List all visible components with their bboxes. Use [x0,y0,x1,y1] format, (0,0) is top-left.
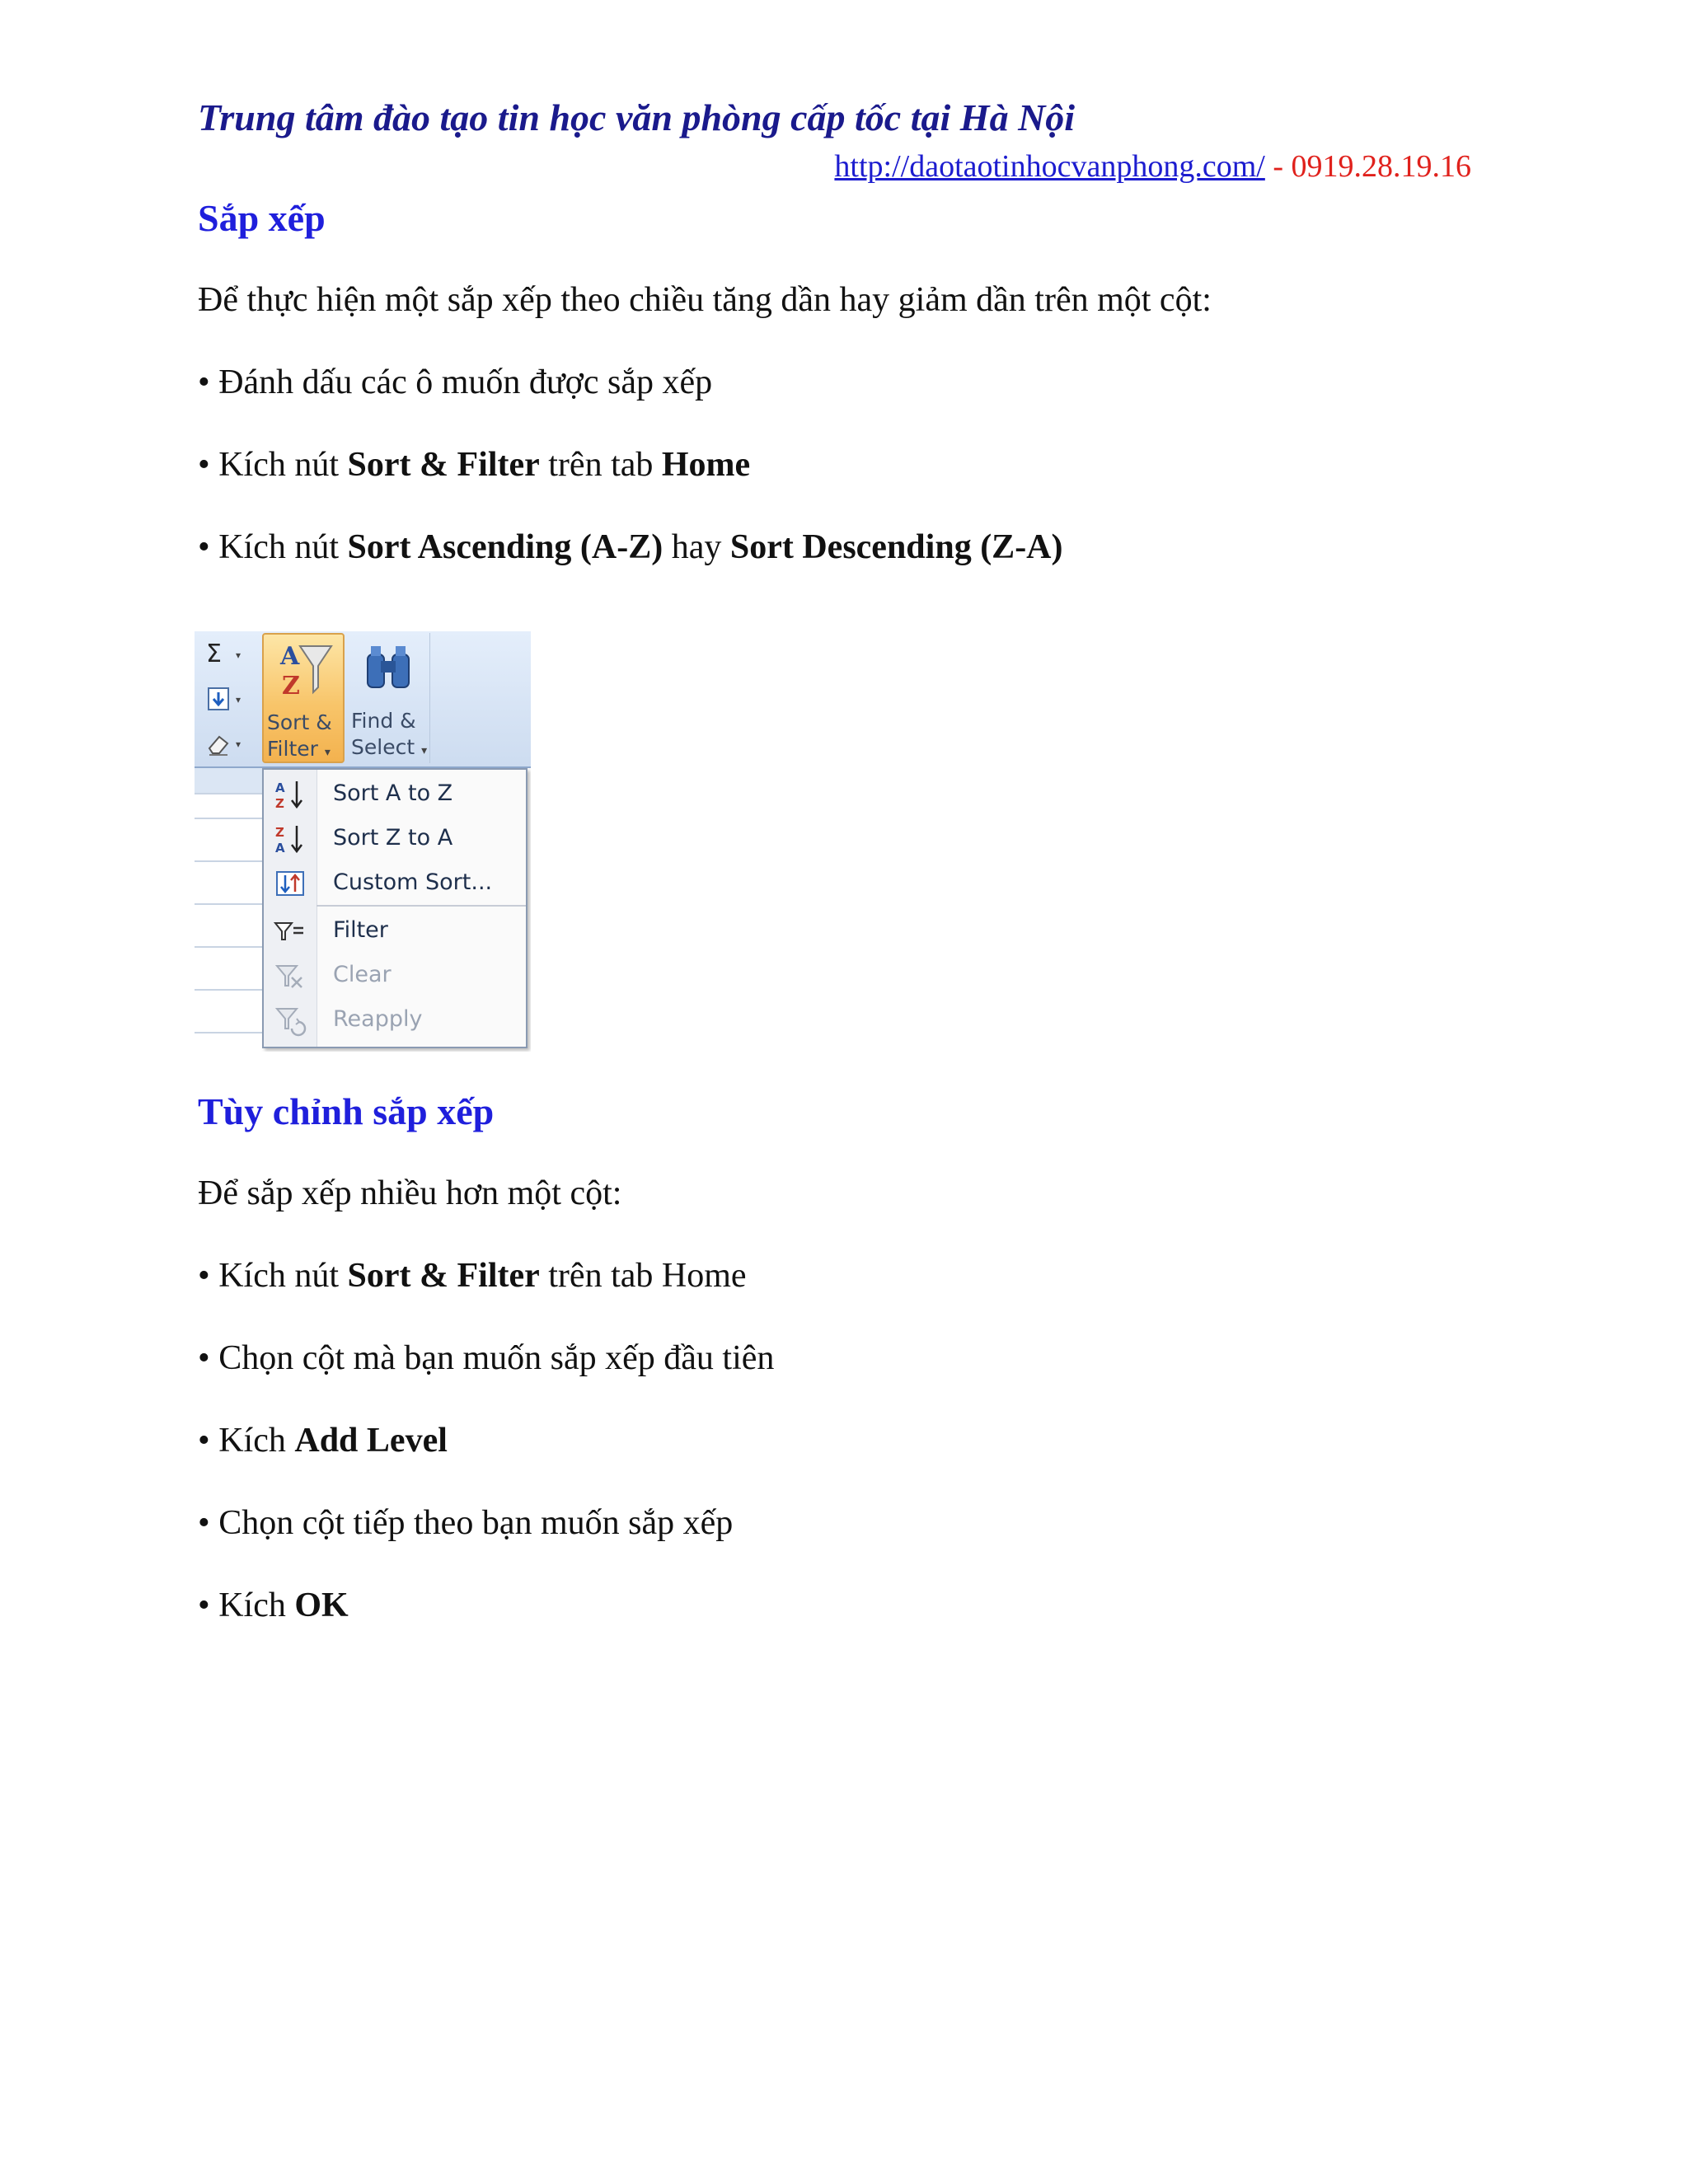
section1-intro: Để thực hiện một sắp xếp theo chiều tăng dần hay giảm dần trên một cột: [198,281,1212,319]
bullet-text: • Kích nút [198,1257,348,1295]
svg-text:A: A [275,780,285,795]
bullet-text: • Kích nút [198,528,348,566]
bullet-text: • Kích [198,1586,295,1624]
menu-item-label: Sort Z to A [333,825,453,851]
find-select-button[interactable] [348,633,430,763]
autosum-button[interactable] [201,638,251,674]
section2-intro: Để sắp xếp nhiều hơn một cột: [198,1174,622,1212]
fill-button[interactable] [201,682,251,719]
bullet-text: trên tab [539,446,662,484]
menu-item-filter[interactable] [264,910,526,951]
fill-down-icon [206,684,231,714]
grid-line [195,989,262,991]
section1-bullet-3 [198,527,1063,567]
bullet-text: • Kích nút [198,446,348,484]
sort-filter-label-line2 [267,737,345,762]
custom-sort-icon [274,867,307,900]
menu-item-label: Filter [333,917,388,943]
sort-filter-dropdown-menu [262,768,528,1048]
sort-z-to-a-icon [274,823,307,855]
section2-bullet-1 [198,1256,747,1296]
section1-bullet-2 [198,445,750,485]
bullet-bold-sort-filter: Sort & Filter [347,446,540,484]
menu-item-label: Clear [333,962,392,987]
section-title-custom-sort: Tùy chỉnh sắp xếp [198,1090,495,1132]
grid-line [195,1032,262,1033]
svg-text:Z: Z [275,796,284,811]
bullet-bold-ok: OK [294,1586,349,1624]
section1-bullet-1: • Đánh dấu các ô muốn được sắp xếp [198,363,713,401]
svg-text:A: A [275,841,285,855]
phone-number: 0919.28.19.16 [1291,149,1471,184]
bullet-text: hay [663,528,730,566]
reapply-filter-icon [274,1004,307,1037]
sort-filter-label-text: Filter [267,737,318,761]
find-select-label-line1: Find & [351,709,416,733]
menu-item-sort-z-to-a[interactable] [264,818,526,859]
section2-bullet-3 [198,1421,448,1460]
bullet-bold-home: Home [661,446,751,484]
menu-item-label: Custom Sort... [333,869,493,895]
clear-button[interactable] [201,727,251,763]
sort-a-to-z-icon [274,778,307,811]
menu-item-reapply[interactable] [264,999,526,1040]
menu-item-label: Sort A to Z [333,780,453,806]
menu-item-clear[interactable] [264,954,526,996]
menu-separator [316,905,526,907]
contact-line [834,148,1471,185]
ribbon-group [195,631,531,768]
contact-separator: - [1264,149,1292,184]
grid-line [195,793,262,794]
dropdown-arrow-icon: ▾ [236,738,241,750]
bullet-bold-sort-descending: Sort Descending (Z-A) [729,528,1063,566]
grid-line [195,818,262,819]
dropdown-arrow-icon: ▾ [324,746,331,759]
binoculars-icon [359,638,419,699]
clear-filter-icon [274,959,307,992]
bullet-bold-sort-filter: Sort & Filter [347,1257,540,1295]
section-title-sort: Sắp xếp [198,197,326,239]
bullet-text: trên tab Home [539,1257,747,1295]
section2-bullet-2: • Chọn cột mà bạn muốn sắp xếp đầu tiên [198,1339,775,1377]
dropdown-arrow-icon: ▾ [421,744,428,757]
grid-line [195,860,262,862]
find-select-label-line2 [351,735,429,760]
svg-text:Z: Z [275,825,284,840]
find-select-label-text: Select [351,735,415,759]
menu-item-sort-a-to-z[interactable] [264,773,526,814]
menu-item-custom-sort[interactable] [264,862,526,903]
section2-bullet-4: • Chọn cột tiếp theo bạn muốn sắp xếp [198,1504,734,1542]
bullet-bold-add-level: Add Level [294,1422,448,1460]
dropdown-arrow-icon: ▾ [236,694,241,705]
clear-eraser-icon [206,729,231,758]
sort-filter-label-line1: Sort & [267,710,332,734]
website-link[interactable]: http://daotaotinhocvanphong.com/ [834,149,1265,184]
document-header-title: Trung tâm đào tạo tin học văn phòng cấp tốc tại Hà Nội [198,96,1076,138]
grid-line [195,946,262,948]
menu-item-label: Reapply [333,1006,423,1032]
svg-text:A: A [280,642,300,671]
section2-bullet-5 [198,1586,349,1625]
sum-icon: Σ [206,640,222,668]
worksheet-fragment [195,768,262,1052]
dropdown-arrow-icon: ▾ [236,649,241,661]
filter-icon [274,915,307,948]
sort-filter-icon [275,640,335,701]
excel-sort-filter-screenshot [195,631,531,1052]
svg-text:Z: Z [282,672,300,701]
bullet-bold-sort-ascending: Sort Ascending (A-Z) [347,528,663,566]
sort-filter-button[interactable] [262,633,345,763]
bullet-text: • Kích [198,1422,295,1460]
grid-line [195,903,262,905]
